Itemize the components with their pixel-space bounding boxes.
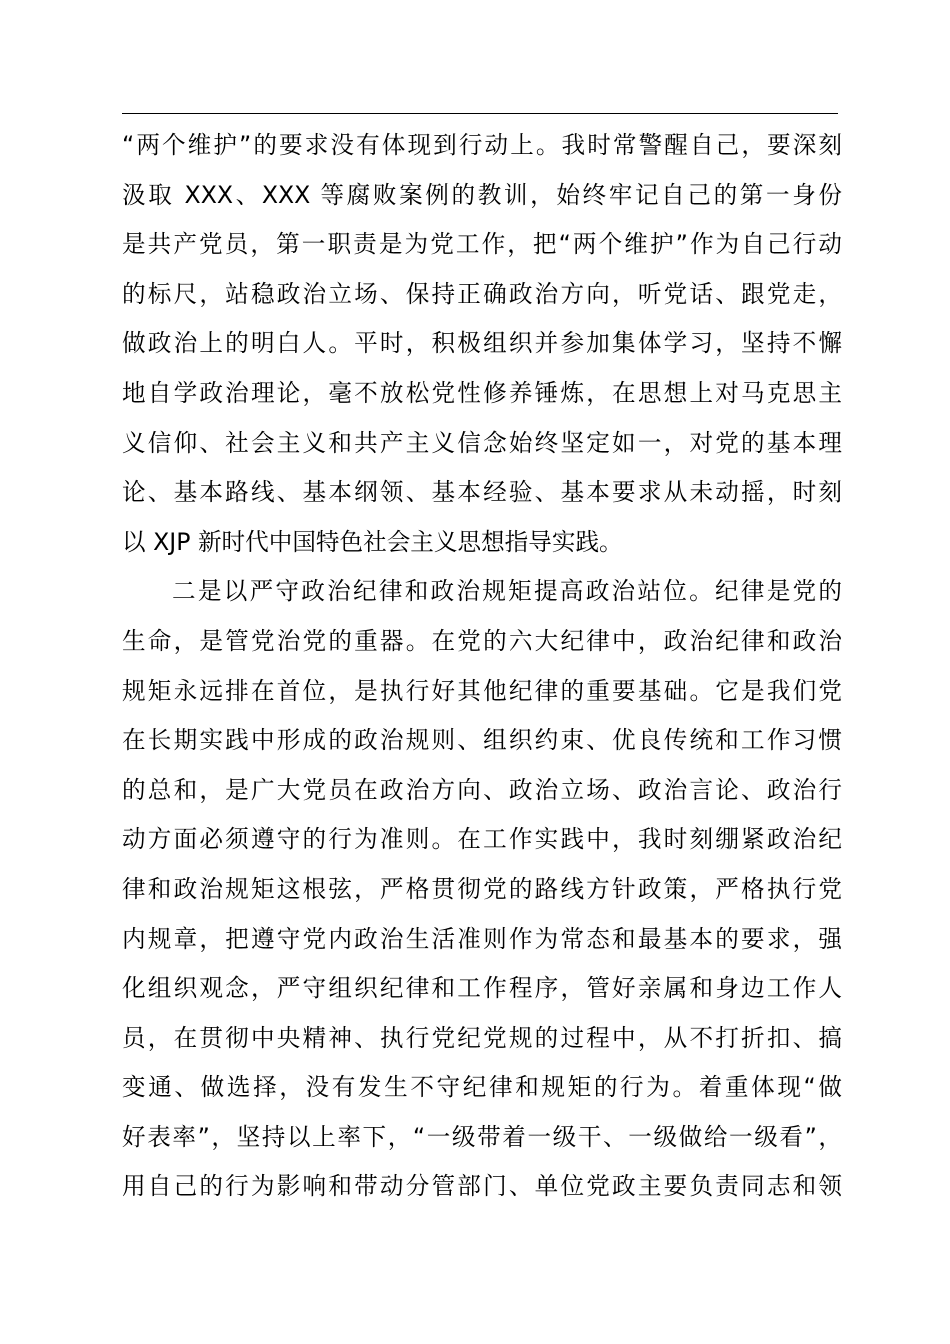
- text-line: 在长期实践中形成的政治规则、组织约束、优良传统和工作习惯: [122, 726, 842, 755]
- text-line: 是共产党员，第一职责是为党工作，把“两个维护”作为自己行动: [122, 230, 842, 259]
- body-text: [122, 121, 842, 1212]
- text-line: 汲取 XXX、XXX 等腐败案例的教训，始终牢记自己的第一身份: [122, 180, 842, 209]
- paragraph-start-line: 二是以严守政治纪律和政治规矩提高政治站位。纪律是党的: [172, 577, 842, 606]
- text-line: 好表率”，坚持以上率下，“一级带着一级干、一级做给一级看”，: [122, 1122, 842, 1151]
- text-line: 的总和，是广大党员在政治方向、政治立场、政治言论、政治行: [122, 775, 842, 804]
- text-line: 员，在贯彻中央精神、执行党纪党规的过程中，从不打折扣、搞: [122, 1023, 842, 1052]
- text-line: 地自学政治理论，毫不放松党性修养锤炼，在思想上对马克思主: [122, 378, 842, 407]
- text-line: 变通、做选择，没有发生不守纪律和规矩的行为。着重体现“做: [122, 1073, 842, 1102]
- text-line: 用自己的行为影响和带动分管部门、单位党政主要负责同志和领: [122, 1172, 842, 1201]
- text-line: 化组织观念，严守组织纪律和工作程序，管好亲属和身边工作人: [122, 974, 842, 1003]
- text-line: 以 XJP 新时代中国特色社会主义思想指导实践。: [122, 527, 623, 556]
- text-line: 论、基本路线、基本纲领、基本经验、基本要求从未动摇，时刻: [122, 478, 842, 507]
- text-line: 义信仰、社会主义和共产主义信念始终坚定如一，对党的基本理: [122, 428, 842, 457]
- text-line: 内规章，把遵守党内政治生活准则作为常态和最基本的要求，强: [122, 924, 842, 953]
- text-line: 律和政治规矩这根弦，严格贯彻党的路线方针政策，严格执行党: [122, 874, 842, 903]
- text-line: 动方面必须遵守的行为准则。在工作实践中，我时刻绷紧政治纪: [122, 825, 842, 854]
- text-line: 的标尺，站稳政治立场、保持正确政治方向，听党话、跟党走，: [122, 279, 842, 308]
- text-line: 做政治上的明白人。平时，积极组织并参加集体学习，坚持不懈: [122, 329, 842, 358]
- text-line: 生命，是管党治党的重器。在党的六大纪律中，政治纪律和政治: [122, 626, 842, 655]
- header-rule: [122, 113, 838, 114]
- text-line: “两个维护”的要求没有体现到行动上。我时常警醒自己，要深刻: [122, 131, 842, 159]
- text-line: 规矩永远排在首位，是执行好其他纪律的重要基础。它是我们党: [122, 676, 842, 705]
